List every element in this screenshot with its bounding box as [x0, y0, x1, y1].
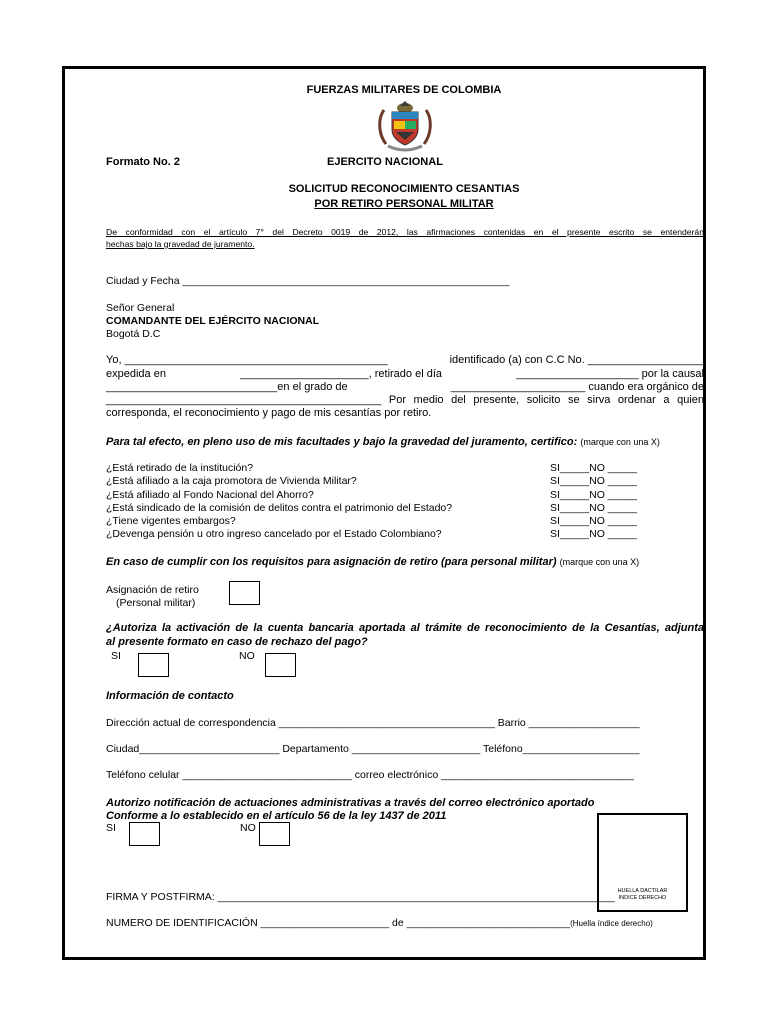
notificacion-line-1: Autorizo notificación de actuaciones administrativas a través del correo electrónico aportado — [106, 797, 595, 809]
firma-field[interactable]: FIRMA Y POSTFIRMA: ____________________________________________________________________ — [106, 891, 615, 903]
autoriza-si-label: SI — [111, 650, 121, 662]
autoriza-line-2: al presente formato en caso de rechazo del pago? — [106, 636, 368, 648]
causal-field[interactable]: ____________________ por la causal — [516, 368, 704, 380]
answer-5[interactable]: SI_____NO _____ — [550, 515, 637, 527]
question-1: ¿Está retirado de la institución? — [106, 462, 254, 474]
autoriza-no-label: NO — [239, 650, 255, 662]
ejercito-label: EJERCITO NACIONAL — [327, 156, 443, 168]
huella-note: (Huella índice derecho) — [570, 919, 653, 928]
intro-line-2: hechas bajo la gravedad de juramento. — [106, 239, 255, 249]
grado-field[interactable]: ____________________________en el grado de — [106, 381, 348, 393]
answer-3[interactable]: SI_____NO _____ — [550, 489, 637, 501]
celular-field[interactable]: Teléfono celular _____________________________ correo electrónico _________________________________ — [106, 769, 634, 781]
contacto-heading: Información de contacto — [106, 690, 234, 702]
form-title-1: SOLICITUD RECONOCIMIENTO CESANTIAS — [288, 183, 520, 195]
organico-field[interactable]: ______________________ cuando era orgánico de — [450, 381, 704, 393]
nombre-field[interactable]: Yo, ___________________________________________ — [106, 354, 388, 366]
ciudad-fecha-field[interactable]: Ciudad y Fecha ________________________________________________________ — [106, 275, 510, 287]
autoriza-no-checkbox[interactable] — [265, 653, 296, 677]
body-line-2 — [106, 368, 704, 380]
form-title-2: POR RETIRO PERSONAL MILITAR — [314, 198, 494, 210]
question-2: ¿Está afiliado a la caja promotora de Vivienda Militar? — [106, 475, 357, 487]
autoriza-line-1: ¿Autoriza la activación de la cuenta bancaria aportada al trámite de reconocimiento de la Cesantías, adjunta — [106, 622, 704, 634]
asignacion-label-1: Asignación de retiro — [106, 584, 199, 596]
asignacion-note: (marque con una X) — [559, 557, 640, 567]
notificacion-si-label: SI — [106, 822, 116, 834]
asignacion-label-2: (Personal militar) — [116, 597, 196, 609]
question-3: ¿Está afiliado al Fondo Nacional del Ahorro? — [106, 489, 314, 501]
direccion-field[interactable]: Dirección actual de correspondencia _____________________________________ Barrio ___________________ — [106, 717, 640, 729]
body-line-5: corresponda, el reconocimiento y pago de mis cesantías por retiro. — [106, 407, 432, 419]
coat-of-arms-icon — [376, 100, 434, 154]
cedula-field[interactable]: identificado (a) con C.C No. ___________________ — [449, 354, 704, 366]
numero-identificacion-field[interactable]: NUMERO DE IDENTIFICACIÓN ______________________ de ____________________________(Huella índice derecho) — [106, 917, 653, 929]
asignacion-heading: En caso de cumplir con los requisitos para asignación de retiro (para personal militar) (marque con una X) — [106, 556, 640, 568]
question-4: ¿Está sindicado de la comisión de delitos contra el patrimonio del Estado? — [106, 502, 453, 514]
addressee-senor: Señor General — [106, 302, 175, 314]
notificacion-line-2: Conforme a lo establecido en el artículo 56 de la ley 1437 de 2011 — [106, 810, 447, 822]
body-line-4[interactable]: _____________________________________________ Por medio del presente, solicito se sirva ordenar a quien — [106, 394, 704, 406]
body-line-1 — [106, 354, 704, 366]
question-5: ¿Tiene vigentes embargos? — [106, 515, 236, 527]
answer-2[interactable]: SI_____NO _____ — [550, 475, 637, 487]
addressee-bogota: Bogotá D.C — [106, 328, 161, 340]
huella-label: HUELLA DACTILAR INDICE DERECHO — [617, 888, 668, 901]
certifico-note: (marque con una X) — [580, 437, 660, 447]
notificacion-no-label: NO — [240, 822, 256, 834]
formato-label: Formato No. 2 — [106, 156, 180, 168]
autoriza-si-checkbox[interactable] — [138, 653, 169, 677]
addressee-comandante: COMANDANTE DEL EJÉRCITO NACIONAL — [106, 315, 320, 327]
ciudad-field[interactable]: Ciudad________________________ Departamento ______________________ Teléfono____________________ — [106, 743, 640, 755]
question-6: ¿Devenga pensión u otro ingreso cancelado por el Estado Colombiano? — [106, 528, 442, 540]
answer-4[interactable]: SI_____NO _____ — [550, 502, 637, 514]
retirado-field[interactable]: _____________________, retirado el día — [240, 368, 443, 380]
answer-6[interactable]: SI_____NO _____ — [550, 528, 637, 540]
intro-line-1: De conformidad con el artículo 7° del Decreto 0019 de 2012, las afirmaciones contenidas en el presente escrito se entenderán — [106, 227, 704, 237]
answer-1[interactable]: SI_____NO _____ — [550, 462, 637, 474]
certifico-heading: Para tal efecto, en pleno uso de mis facultades y bajo la gravedad del juramento, certifico: (marque con una X) — [106, 436, 660, 448]
asignacion-checkbox[interactable] — [229, 581, 260, 605]
notificacion-no-checkbox[interactable] — [259, 822, 290, 846]
notificacion-si-checkbox[interactable] — [129, 822, 160, 846]
body-line-3 — [106, 381, 704, 393]
expedida-label: expedida en — [106, 368, 166, 380]
org-title: FUERZAS MILITARES DE COLOMBIA — [306, 84, 502, 96]
